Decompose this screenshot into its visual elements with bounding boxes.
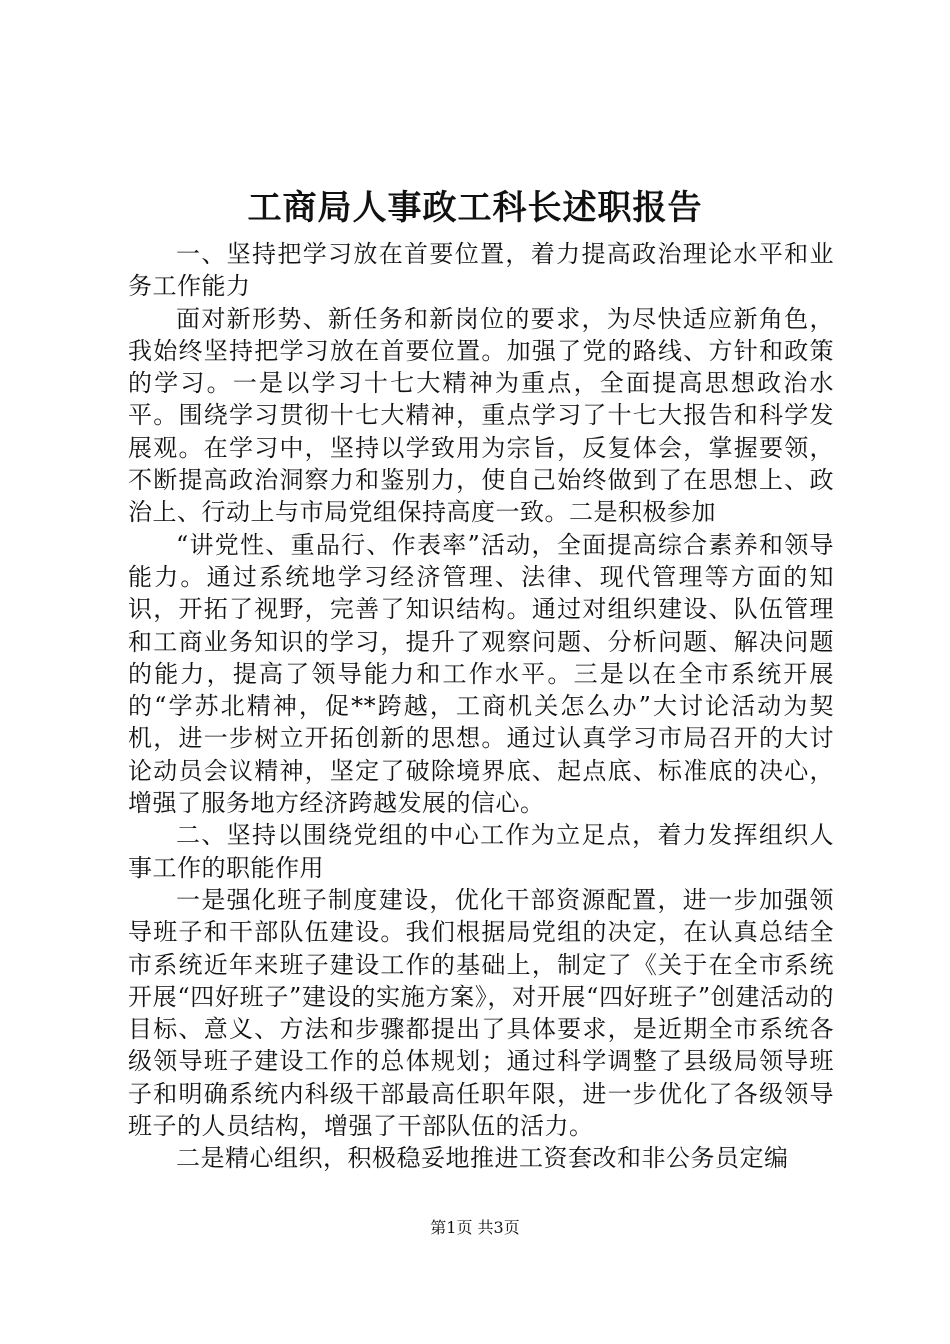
paragraph-section-2-heading: 二、坚持以围绕党组的中心工作为立足点，着力发挥组织人事工作的职能作用 <box>128 821 834 882</box>
paragraph-section-1-heading: 一、坚持把学习放在首要位置，着力提高政治理论水平和业务工作能力 <box>128 240 834 301</box>
paragraph: “讲党性、重品行、作表率”活动，全面提高综合素养和领导能力。通过系统地学习经济管理、法律、现代管理等方面的知识，开拓了视野，完善了知识结构。通过对组织建设、队伍管理和工商业务知识的学习，提升了观察问题、分析问题、解决问题的能力，提高了领导能力和工作水平。三是以在全市系统开展的“学苏北精神，促**跨越，工商机关怎么办”大讨论活动为契机，进一步树立开拓创新的思想。通过认真学习市局召开的大讨论动员会议精神，坚定了破除境界底、起点底、标准底的决心，增强了服务地方经济跨越发展的信心。 <box>128 530 834 818</box>
paragraph: 面对新形势、新任务和新岗位的要求，为尽快适应新角色，我始终坚持把学习放在首要位置。加强了党的路线、方针和政策的学习。一是以学习十七大精神为重点，全面提高思想政治水平。围绕学习贯彻十七大精神，重点学习了十七大报告和科学发展观。在学习中，坚持以学致用为宗旨，反复体会，掌握要领，不断提高政治洞察力和鉴别力，使自己始终做到了在思想上、政治上、行动上与市局党组保持高度一致。二是积极参加 <box>128 304 834 527</box>
page-footer: 第1页 共3页 <box>430 1218 520 1237</box>
paragraph: 二是精心组织，积极稳妥地推进工资套改和非公务员定编 <box>176 1144 789 1173</box>
paragraph: 一是强化班子制度建设，优化干部资源配置，进一步加强领导班子和干部队伍建设。我们根据局党组的决定，在认真总结全市系统近年来班子建设工作的基础上，制定了《关于在全市系统开展“四好班子”建设的实施方案》，对开展“四好班子”创建活动的目标、意义、方法和步骤都提出了具体要求，是近期全市系统各级领导班子建设工作的总体规划；通过科学调整了县级局领导班子和明确系统内科级干部最高任职年限，进一步优化了各级领导班子的人员结构，增强了干部队伍的活力。 <box>128 885 834 1141</box>
document-body <box>128 238 834 1175</box>
document-title: 工商局人事政工科长述职报告 <box>247 188 703 228</box>
